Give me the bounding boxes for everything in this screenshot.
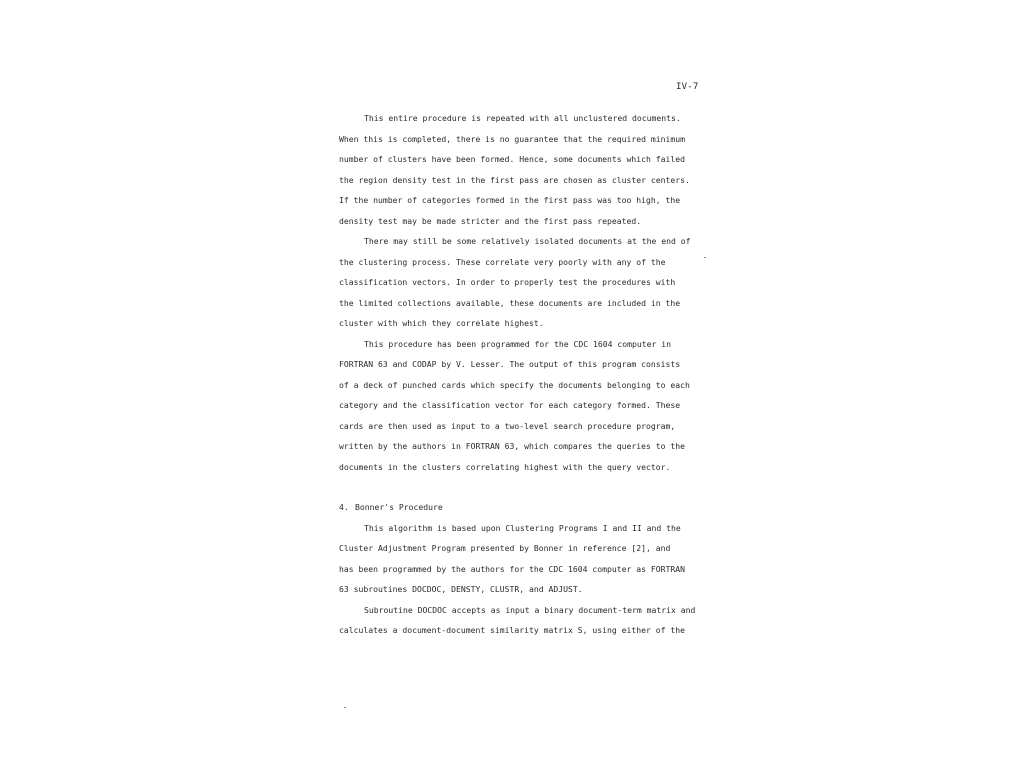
- text-line: This entire procedure is repeated with all unclustered documents.: [364, 113, 681, 123]
- text-line: When this is completed, there is no guarantee that the required minimum: [339, 133, 685, 144]
- text-line: documents in the clusters correlating highest with the query vector.: [339, 461, 671, 472]
- body-text: [339, 108, 695, 641]
- scan-speck: [344, 707, 346, 708]
- paragraph-5: [339, 600, 695, 641]
- section-title: Bonner's Procedure: [355, 502, 443, 512]
- text-line: This procedure has been programmed for the CDC 1604 computer in: [364, 338, 671, 349]
- text-line: cluster with which they correlate highest.: [339, 318, 544, 328]
- paragraph-2: [339, 231, 695, 334]
- text-line: This algorithm is based upon Clustering Programs I and II and the: [364, 522, 681, 533]
- text-line: the clustering process. These correlate very poorly with any of the: [339, 256, 666, 267]
- text-line: the region density test in the first pass are chosen as cluster centers.: [339, 174, 690, 185]
- text-line: classification vectors. In order to properly test the procedures with: [339, 277, 676, 287]
- text-line: calculates a document-document similarity matrix S, using either of the: [339, 625, 685, 635]
- text-line: density test may be made stricter and the first pass repeated.: [339, 215, 642, 226]
- text-line: written by the authors in FORTRAN 63, which compares the queries to the: [339, 441, 685, 451]
- paragraph-1: [339, 108, 695, 231]
- paragraph-3: [339, 334, 695, 478]
- text-line: cards are then used as input to a two-level search procedure program,: [339, 420, 676, 431]
- text-line: 63 subroutines DOCDOC, DENSTY, CLUSTR, and ADJUST.: [339, 584, 583, 594]
- section-gap: [339, 477, 695, 497]
- text-line: has been programmed by the authors for the CDC 1604 computer as FORTRAN: [339, 563, 685, 574]
- scan-speck: [704, 257, 706, 258]
- paragraph-4: [339, 518, 695, 600]
- text-line: There may still be some relatively isolated documents at the end of: [364, 236, 691, 246]
- text-line: FORTRAN 63 and CODAP by V. Lesser. The output of this program consists: [339, 359, 681, 369]
- section-number: 4.: [339, 502, 349, 512]
- text-line: Cluster Adjustment Program presented by Bonner in reference [2], and: [339, 543, 671, 553]
- text-line: number of clusters have been formed. Hence, some documents which failed: [339, 154, 685, 164]
- text-line: Subroutine DOCDOC accepts as input a binary document-term matrix and: [364, 604, 696, 615]
- page-number: IV-7: [676, 82, 699, 92]
- section-heading: [339, 497, 695, 518]
- text-line: of a deck of punched cards which specify the documents belonging to each: [339, 379, 690, 390]
- text-line: If the number of categories formed in the first pass was too high, the: [339, 195, 681, 205]
- text-line: the limited collections available, these documents are included in the: [339, 297, 681, 308]
- text-line: category and the classification vector for each category formed. These: [339, 400, 681, 410]
